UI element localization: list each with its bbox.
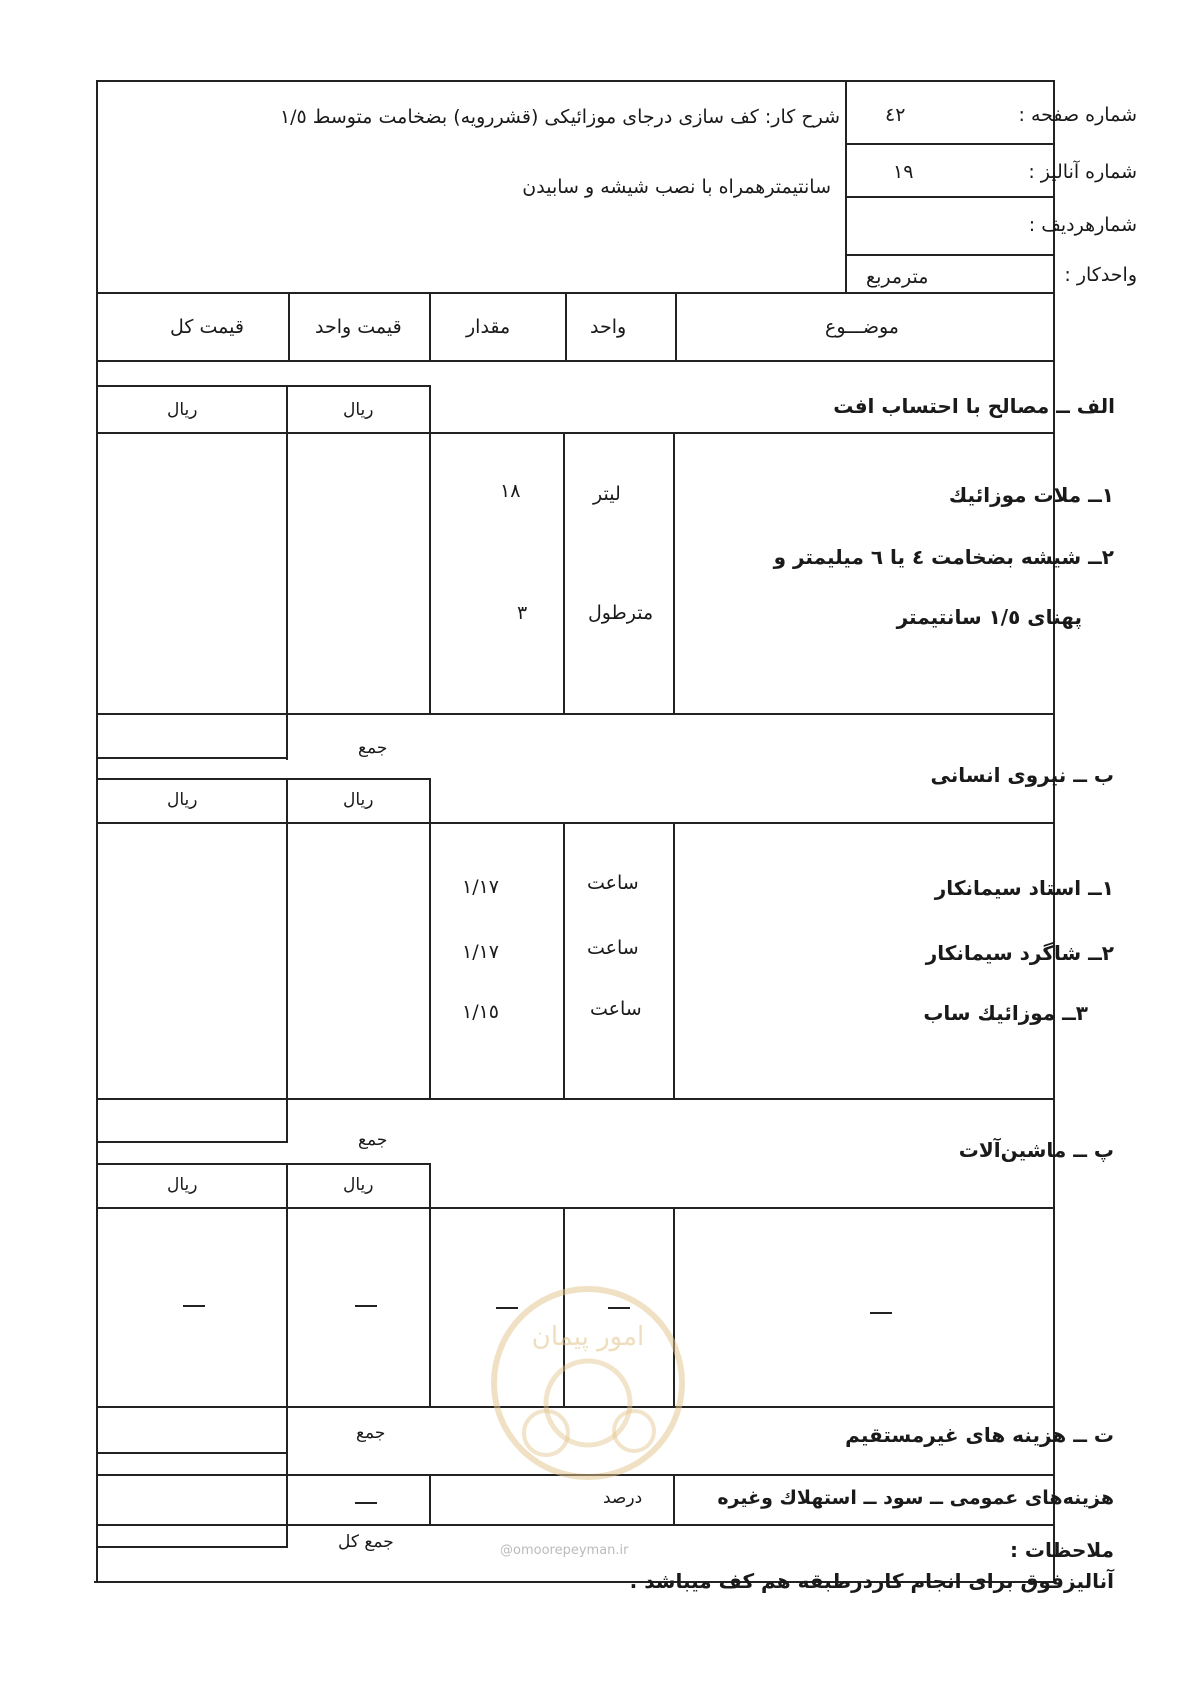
t-v2 — [429, 1474, 431, 1526]
labor-total-currency: ریال — [167, 790, 198, 810]
machinery-sum-label: جمع — [356, 1423, 386, 1443]
p-title-bottom — [96, 1207, 1054, 1209]
page-no-label: شماره صفحه : — [1018, 104, 1137, 126]
materials-total-currency: ریال — [167, 400, 198, 420]
p-sum-bottom — [96, 1452, 288, 1454]
p-rial-top — [96, 1163, 431, 1165]
machinery-subject-dash — [870, 1312, 892, 1314]
b-items-bottom — [96, 1098, 1054, 1100]
labor-item-1-unit: ساعت — [587, 872, 639, 894]
a-sum-bottom — [96, 757, 288, 759]
colhead-v2 — [429, 292, 431, 362]
a-title-bottom — [96, 432, 1054, 434]
colhead-v4 — [675, 292, 677, 362]
colhead-v1 — [288, 292, 290, 362]
colhead-bottom — [96, 360, 1054, 362]
labor-item-2: ٢ــ شاگرد سیمانکار — [925, 941, 1114, 965]
labor-item-3: ٣ــ موزائیك ساب — [923, 1001, 1088, 1025]
a-v2 — [429, 385, 431, 715]
b-v2 — [429, 778, 431, 1100]
b-sum-bottom — [96, 1141, 288, 1143]
watermark-url: @omoorepeyman.ir — [500, 1543, 629, 1558]
a-items-bottom — [96, 713, 1054, 715]
header-line-2 — [845, 196, 1054, 198]
labor-item-1-qty: ١/١٧ — [462, 876, 500, 898]
labor-sum-label: جمع — [358, 1130, 388, 1150]
b-v1 — [286, 778, 288, 1143]
b-v3 — [563, 822, 565, 1100]
column-quantity: مقدار — [466, 316, 511, 338]
labor-unit-currency: ریال — [343, 790, 374, 810]
materials-title: الف ــ مصالح با احتساب افت — [833, 394, 1115, 418]
colhead-v3 — [565, 292, 567, 362]
frame-top — [97, 80, 1054, 82]
work-description-line2: سانتیمترهمراه با نصب شیشه و سابیدن — [522, 176, 831, 198]
work-description-line1: شرح کار: کف سازی درجای موزائیکی (قشررویه) بضخامت متوسط ١/٥ — [279, 106, 840, 128]
frame-right — [1053, 80, 1055, 1583]
row-no-label: شمارهردیف : — [1028, 214, 1137, 236]
page-no-value: ٤٢ — [885, 104, 906, 126]
machinery-title: پ ــ ماشین‌آلات — [958, 1138, 1114, 1162]
materials-unit-currency: ریال — [343, 400, 374, 420]
labor-title: ب ــ نیروی انسانی — [930, 763, 1114, 787]
b-rial-top — [96, 778, 431, 780]
b-title-bottom — [96, 822, 1054, 824]
labor-item-3-unit: ساعت — [590, 998, 642, 1020]
machinery-total-dash — [183, 1305, 205, 1307]
header-line-3 — [845, 254, 1054, 256]
notes-label: ملاحظات : — [1009, 1538, 1114, 1562]
a-rial-top — [96, 385, 431, 387]
indirect-row-label: هزینه‌های عمومی ــ سود ــ استهلاك وغیره — [717, 1487, 1114, 1509]
materials-sum-label: جمع — [358, 738, 388, 758]
notes-text: آنالیزفوق برای انجام کاردرطبقه هم کف میباشد . — [629, 1569, 1114, 1593]
work-unit-value: مترمربع — [866, 266, 929, 288]
material-item-2-qty: ٣ — [517, 602, 528, 624]
machinery-total-currency: ریال — [167, 1175, 198, 1195]
header-line-1 — [845, 143, 1054, 145]
watermark-logo — [488, 1283, 688, 1483]
header-divider — [845, 80, 847, 292]
t-grand-bottom — [96, 1546, 288, 1548]
work-unit-label: واحدکار : — [1064, 264, 1137, 286]
material-item-1-qty: ١٨ — [500, 480, 521, 502]
indirect-unitprice-dash — [355, 1502, 377, 1504]
labor-item-2-unit: ساعت — [587, 937, 639, 959]
material-item-2: ٢ــ شیشه بضخامت ٤ یا ٦ میلیمتر و — [773, 545, 1114, 569]
analysis-no-label: شماره آنالیز : — [1028, 161, 1137, 183]
watermark-logo-text: امور پیمان — [531, 1322, 645, 1352]
p-v2 — [429, 1163, 431, 1408]
indirect-percent-label: درصد — [603, 1488, 643, 1508]
column-unit: واحد — [590, 316, 627, 338]
header-bottom — [96, 292, 1054, 294]
a-v1 — [286, 385, 288, 760]
b-v4 — [673, 822, 675, 1100]
labor-item-1: ١ــ استاد سیمانکار — [934, 876, 1114, 900]
a-v3 — [563, 432, 565, 715]
column-total-price: قیمت کل — [170, 316, 244, 338]
column-unit-price: قیمت واحد — [315, 316, 402, 338]
t-row-bottom — [96, 1524, 1054, 1526]
material-item-1: ١ــ ملات موزائیك — [948, 483, 1114, 507]
a-v4 — [673, 432, 675, 715]
analysis-no-value: ١٩ — [893, 161, 914, 183]
indirect-title: ت ــ هزینه های غیرمستقیم — [845, 1423, 1114, 1447]
material-item-2-cont: پهنای ١/٥ سانتیمتر — [896, 605, 1082, 629]
column-subject: موضـــوع — [825, 316, 899, 338]
machinery-unitprice-dash — [355, 1305, 377, 1307]
labor-item-3-qty: ١/١٥ — [462, 1001, 500, 1023]
labor-item-2-qty: ١/١٧ — [462, 941, 500, 963]
p-v1 — [286, 1163, 288, 1548]
grand-total-label: جمع کل — [338, 1532, 394, 1552]
frame-left — [96, 80, 98, 1583]
machinery-unit-currency: ریال — [343, 1175, 374, 1195]
material-item-1-unit: لیتر — [593, 483, 621, 505]
material-item-2-unit: مترطول — [588, 602, 654, 624]
